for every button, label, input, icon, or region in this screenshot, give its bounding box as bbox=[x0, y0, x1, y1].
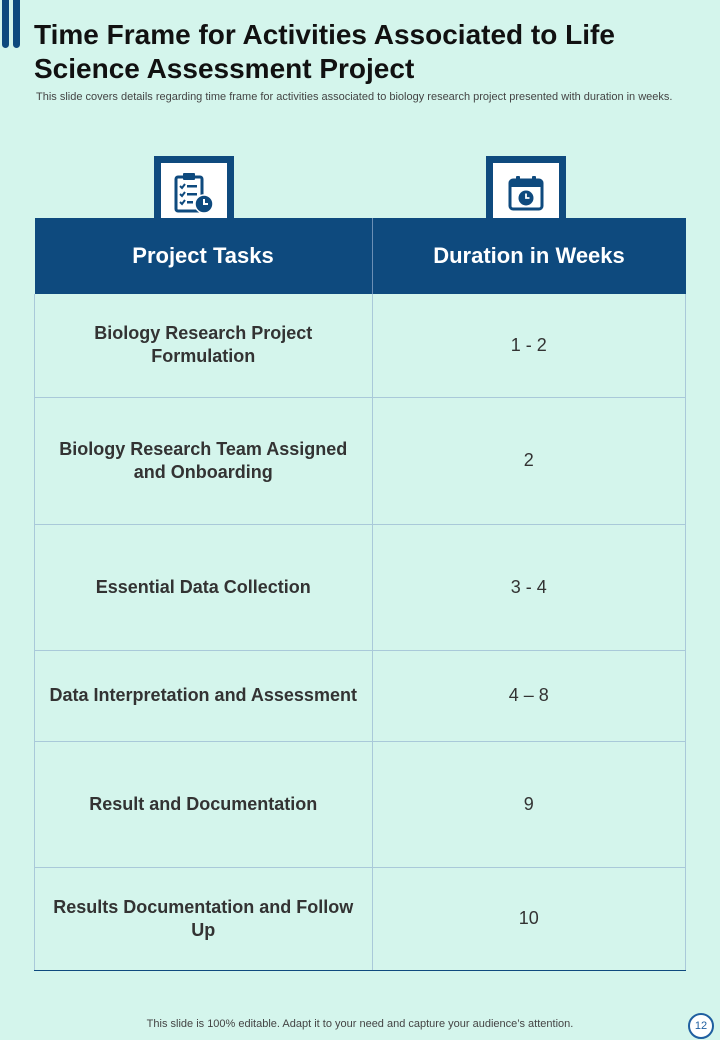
footer-note: This slide is 100% editable. Adapt it to your need and capture your audience’s attention. bbox=[146, 1018, 574, 1030]
duration-cell: 4 – 8 bbox=[372, 650, 686, 741]
table-row bbox=[35, 867, 686, 970]
table-row bbox=[35, 650, 686, 741]
column-header-duration: Duration in Weeks bbox=[372, 218, 686, 294]
task-cell: Data Interpretation and Assessment bbox=[35, 650, 373, 741]
page-number-badge: 12 bbox=[688, 1013, 714, 1039]
task-cell: Biology Research Team Assigned and Onboarding bbox=[35, 397, 373, 524]
task-cell: Result and Documentation bbox=[35, 741, 373, 867]
duration-cell: 2 bbox=[372, 397, 686, 524]
accent-bar-right bbox=[13, 0, 20, 48]
task-cell: Results Documentation and Follow Up bbox=[35, 867, 373, 970]
duration-cell: 10 bbox=[372, 867, 686, 970]
duration-cell: 9 bbox=[372, 741, 686, 867]
calendar-clock-icon bbox=[507, 174, 545, 212]
accent-bar-left bbox=[2, 0, 9, 48]
task-cell: Biology Research Project Formulation bbox=[35, 294, 373, 397]
page-title: Time Frame for Activities Associated to Life Science Assessment Project bbox=[34, 19, 615, 84]
duration-icon-box bbox=[486, 156, 566, 222]
task-cell: Essential Data Collection bbox=[35, 524, 373, 650]
duration-cell: 1 - 2 bbox=[372, 294, 686, 397]
page-subtitle: This slide covers details regarding time frame for activities associated to biology research project presented with duration in weeks. bbox=[36, 91, 673, 103]
table-row bbox=[35, 741, 686, 867]
column-header-tasks: Project Tasks bbox=[35, 218, 373, 294]
table-row bbox=[35, 294, 686, 397]
checklist-clock-icon bbox=[173, 171, 215, 215]
tasks-icon-box bbox=[154, 156, 234, 222]
table-row bbox=[35, 524, 686, 650]
table-header-row bbox=[35, 218, 686, 294]
accent-bars-decoration bbox=[2, 0, 22, 48]
table-row bbox=[35, 397, 686, 524]
duration-cell: 3 - 4 bbox=[372, 524, 686, 650]
timeframe-table bbox=[34, 218, 686, 971]
